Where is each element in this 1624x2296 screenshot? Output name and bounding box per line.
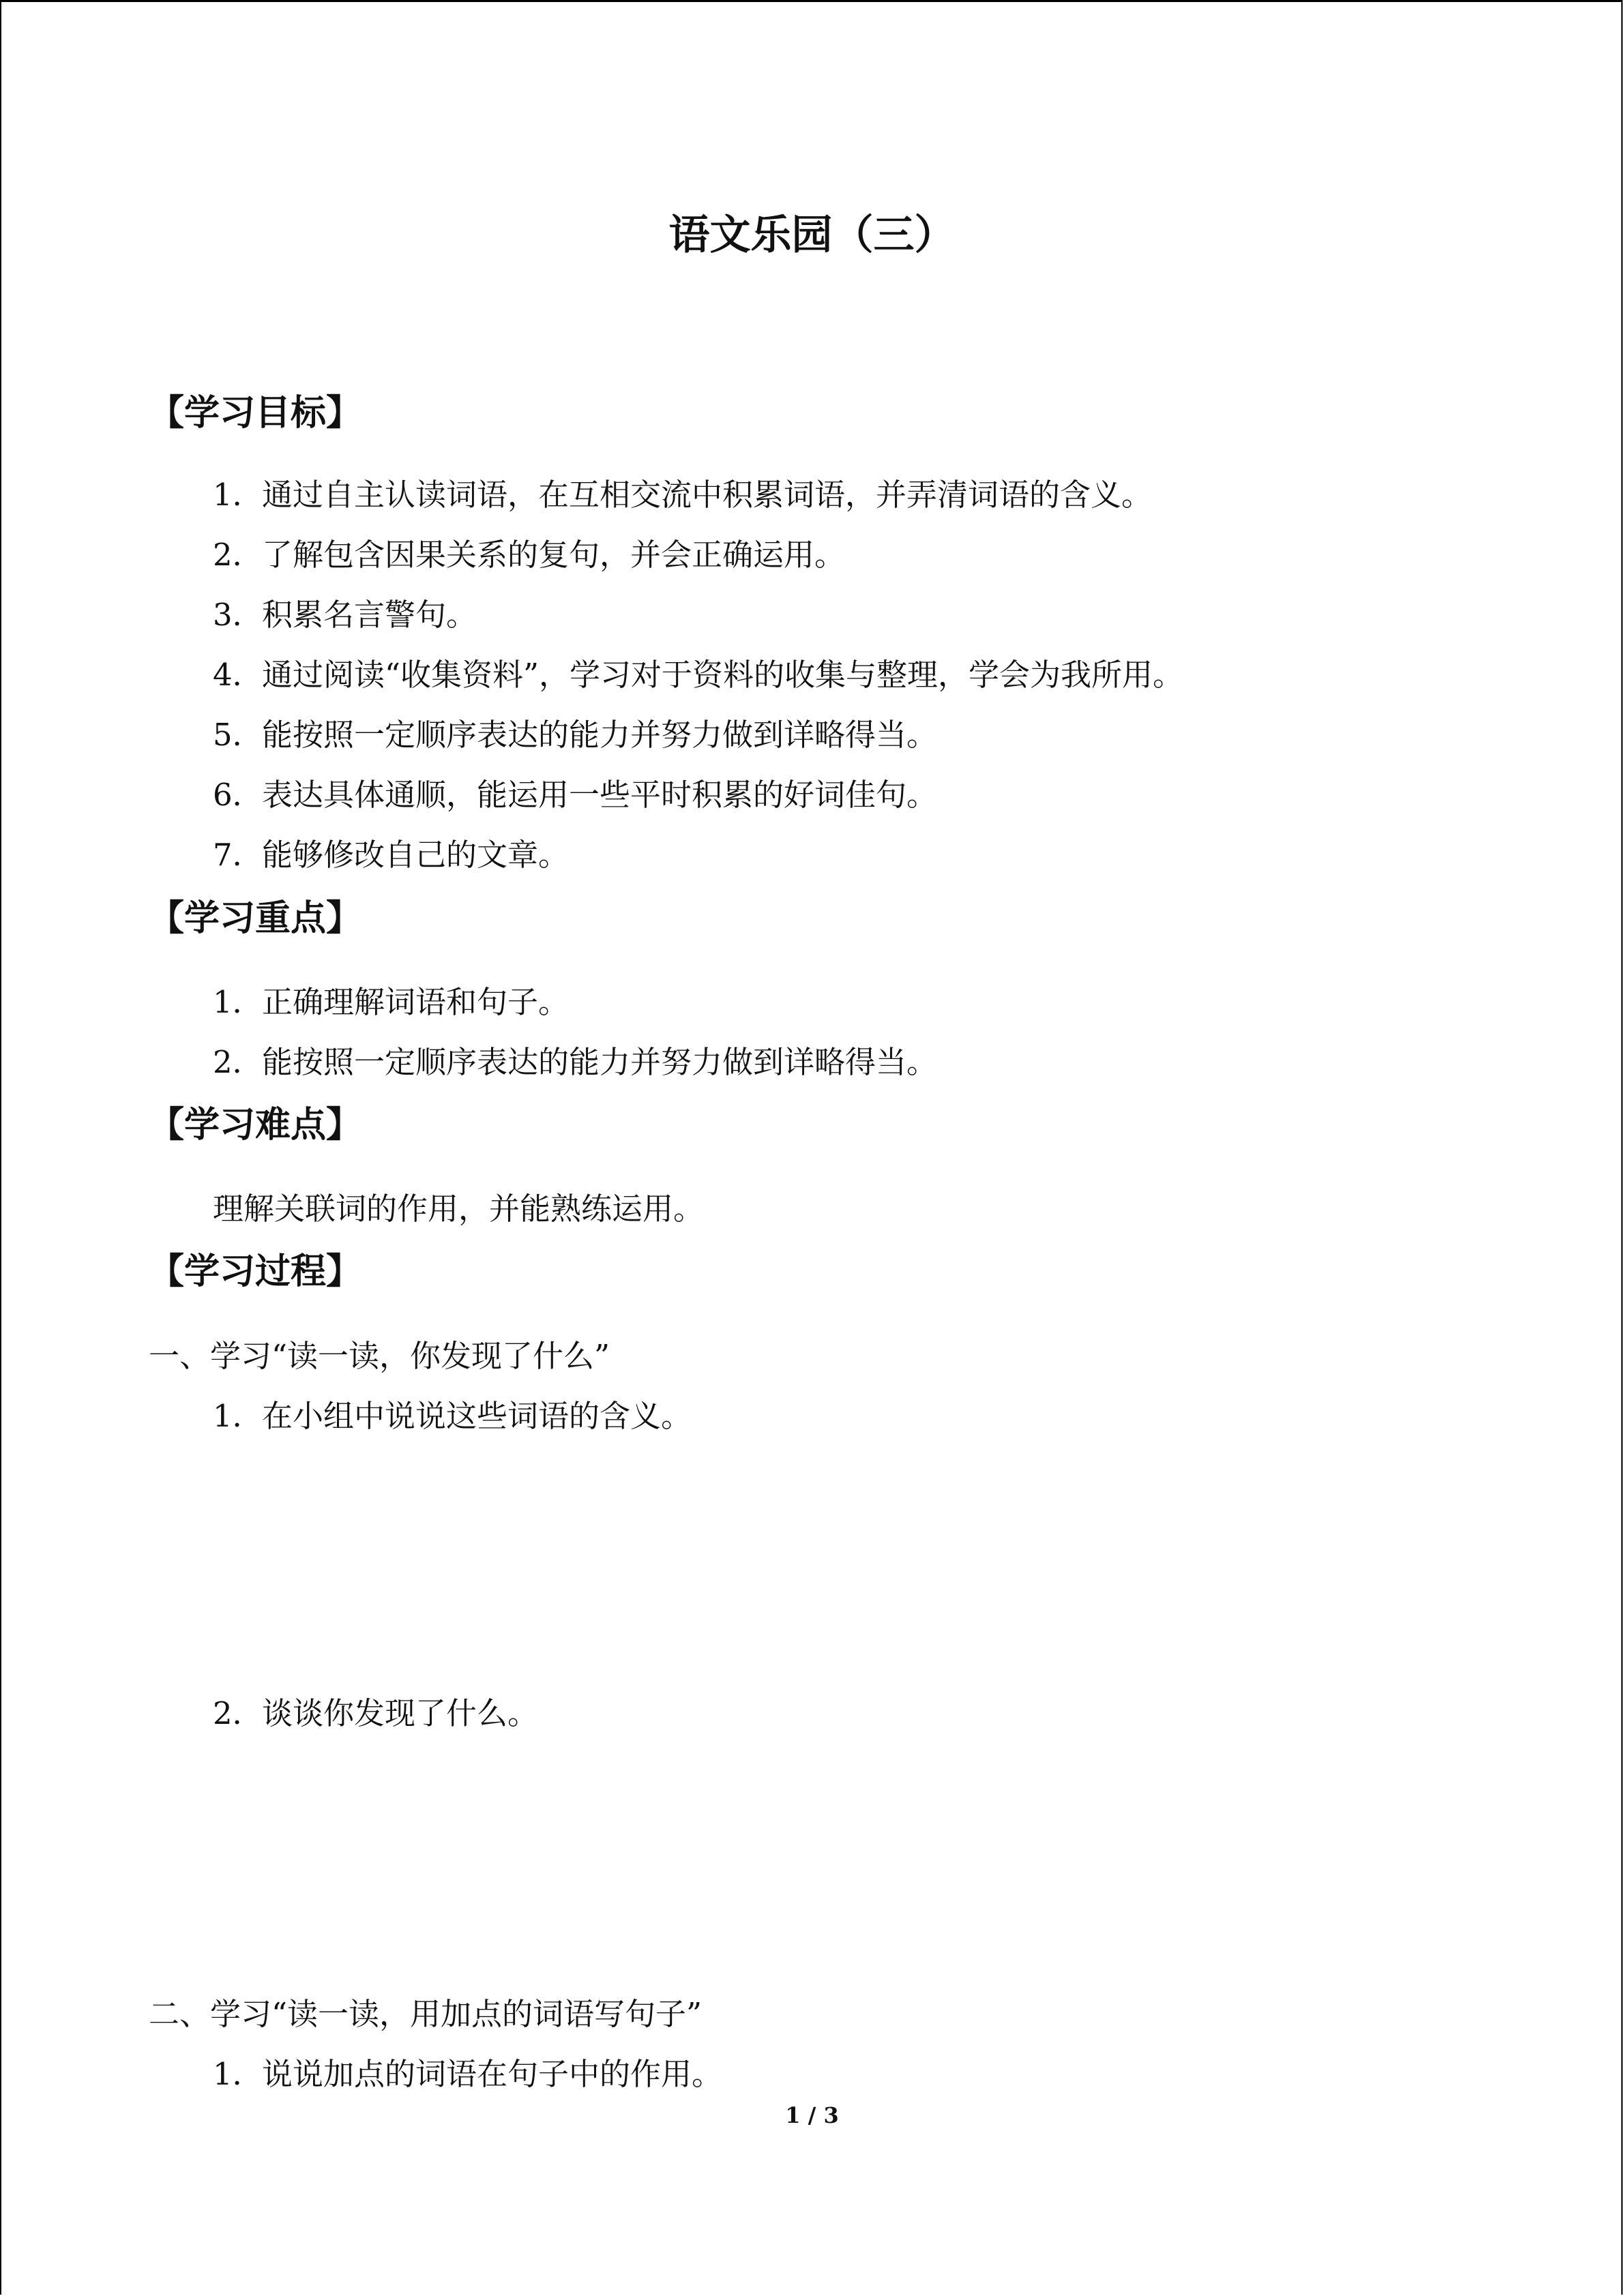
item-text: 能按照一定顺序表达的能力并努力做到详略得当。 (262, 717, 938, 753)
item-number: 7． (213, 837, 263, 873)
item-number: 5． (213, 717, 263, 753)
objective-item-5 (213, 717, 938, 753)
objective-item-6 (213, 777, 938, 813)
item-text: 能按照一定顺序表达的能力并努力做到详略得当。 (262, 1044, 938, 1080)
objective-item-1 (213, 477, 1153, 513)
heading-difficulties: 【学习难点】 (149, 1104, 362, 1146)
item-text: 通过阅读“收集资料”，学习对于资料的收集与整理，学会为我所用。 (262, 657, 1184, 693)
objective-item-3 (213, 597, 477, 633)
objective-item-7 (213, 837, 570, 873)
heading-key-points: 【学习重点】 (149, 897, 362, 939)
key-point-item-2 (213, 1044, 938, 1080)
section-2-item-1 (213, 2056, 723, 2092)
item-number: 1． (213, 984, 263, 1020)
page-number: 1 / 3 (785, 2102, 839, 2128)
section-2-title: 二、学习“读一读，用加点的词语写句子” (149, 1996, 703, 2032)
item-number: 1． (213, 1398, 263, 1434)
item-number: 2． (213, 537, 263, 573)
objective-item-4 (213, 657, 1184, 693)
item-text: 正确理解词语和句子。 (262, 984, 570, 1020)
section-1-item-2 (213, 1695, 539, 1731)
page-title: 语文乐园（三） (668, 211, 956, 259)
item-text: 说说加点的词语在句子中的作用。 (262, 2056, 723, 2092)
item-text: 通过自主认读词语，在互相交流中积累词语，并弄清词语的含义。 (262, 477, 1153, 513)
item-text: 积累名言警句。 (262, 597, 477, 633)
item-number: 4． (213, 657, 263, 693)
difficulty-text: 理解关联词的作用，并能熟练运用。 (213, 1191, 705, 1227)
item-number: 2． (213, 1695, 263, 1731)
objective-item-2 (213, 537, 846, 573)
item-text: 了解包含因果关系的复句，并会正确运用。 (262, 537, 846, 573)
item-number: 1． (213, 477, 263, 513)
item-number: 3． (213, 597, 263, 633)
section-1-item-1 (213, 1398, 692, 1434)
item-number: 6． (213, 777, 263, 813)
item-text: 谈谈你发现了什么。 (262, 1695, 539, 1731)
item-text: 在小组中说说这些词语的含义。 (262, 1398, 692, 1434)
item-number: 1． (213, 2056, 263, 2092)
section-1-title: 一、学习“读一读，你发现了什么” (149, 1338, 610, 1374)
item-text: 表达具体通顺，能运用一些平时积累的好词佳句。 (262, 777, 938, 813)
item-text: 能够修改自己的文章。 (262, 837, 570, 873)
item-number: 2． (213, 1044, 263, 1080)
key-point-item-1 (213, 984, 570, 1020)
heading-process: 【学习过程】 (149, 1251, 362, 1292)
heading-objectives: 【学习目标】 (149, 392, 362, 434)
